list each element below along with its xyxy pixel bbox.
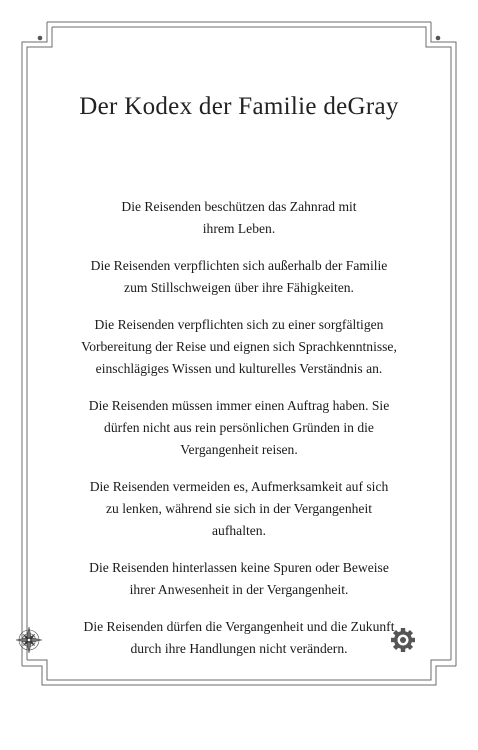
rule-1-line-1: Die Reisenden beschützen das Zahnrad mit xyxy=(121,199,357,214)
rule-3-line-1: Die Reisenden verpflichten sich zu einer sorgfältigen xyxy=(94,317,384,332)
rule-paragraph-4 xyxy=(60,395,418,461)
rule-2-line-2: zum Stillschweigen über ihre Fähigkeiten. xyxy=(124,280,354,295)
rule-7-line-1: Die Reisenden dürfen die Vergangenheit und die Zukunft xyxy=(83,619,395,634)
rule-4-line-2: dürfen nicht aus rein persönlichen Gründen in die xyxy=(104,420,374,435)
rule-6-line-1: Die Reisenden hinterlassen keine Spuren oder Beweise xyxy=(89,560,389,575)
compass-rose-icon xyxy=(16,627,42,653)
rule-3-line-2: Vorbereitung der Reise und eignen sich Sprachkenntnisse, xyxy=(81,339,397,354)
rule-3-line-3: einschlägiges Wissen und kulturelles Verständnis an. xyxy=(95,361,383,376)
rule-4-line-1: Die Reisenden müssen immer einen Auftrag haben. Sie xyxy=(88,398,390,413)
rule-paragraph-6 xyxy=(60,557,418,601)
code-rules xyxy=(60,196,418,675)
rule-paragraph-2 xyxy=(60,255,418,299)
rule-paragraph-3 xyxy=(60,314,418,380)
rule-paragraph-1 xyxy=(60,196,418,240)
corner-dot-top-right xyxy=(436,36,441,41)
rule-1-line-2: ihrem Leben. xyxy=(202,221,276,236)
rule-7-line-2: durch ihre Handlungen nicht verändern. xyxy=(130,641,348,656)
corner-dot-top-left xyxy=(38,36,43,41)
rule-2-line-1: Die Reisenden verpflichten sich außerhalb der Familie xyxy=(90,258,388,273)
rule-5-line-3: aufhalten. xyxy=(212,523,266,538)
document-title: Der Kodex der Familie deGray xyxy=(79,93,399,120)
rule-paragraph-7 xyxy=(60,616,418,660)
rule-6-line-2: ihrer Anwesenheit in der Vergangenheit. xyxy=(129,582,349,597)
rule-5-line-1: Die Reisenden vermeiden es, Aufmerksamkeit auf sich xyxy=(89,479,389,494)
rule-4-line-3: Vergangenheit reisen. xyxy=(180,442,298,457)
rule-5-line-2: zu lenken, während sie sich in der Vergangenheit xyxy=(106,501,372,516)
rule-paragraph-5 xyxy=(60,476,418,542)
